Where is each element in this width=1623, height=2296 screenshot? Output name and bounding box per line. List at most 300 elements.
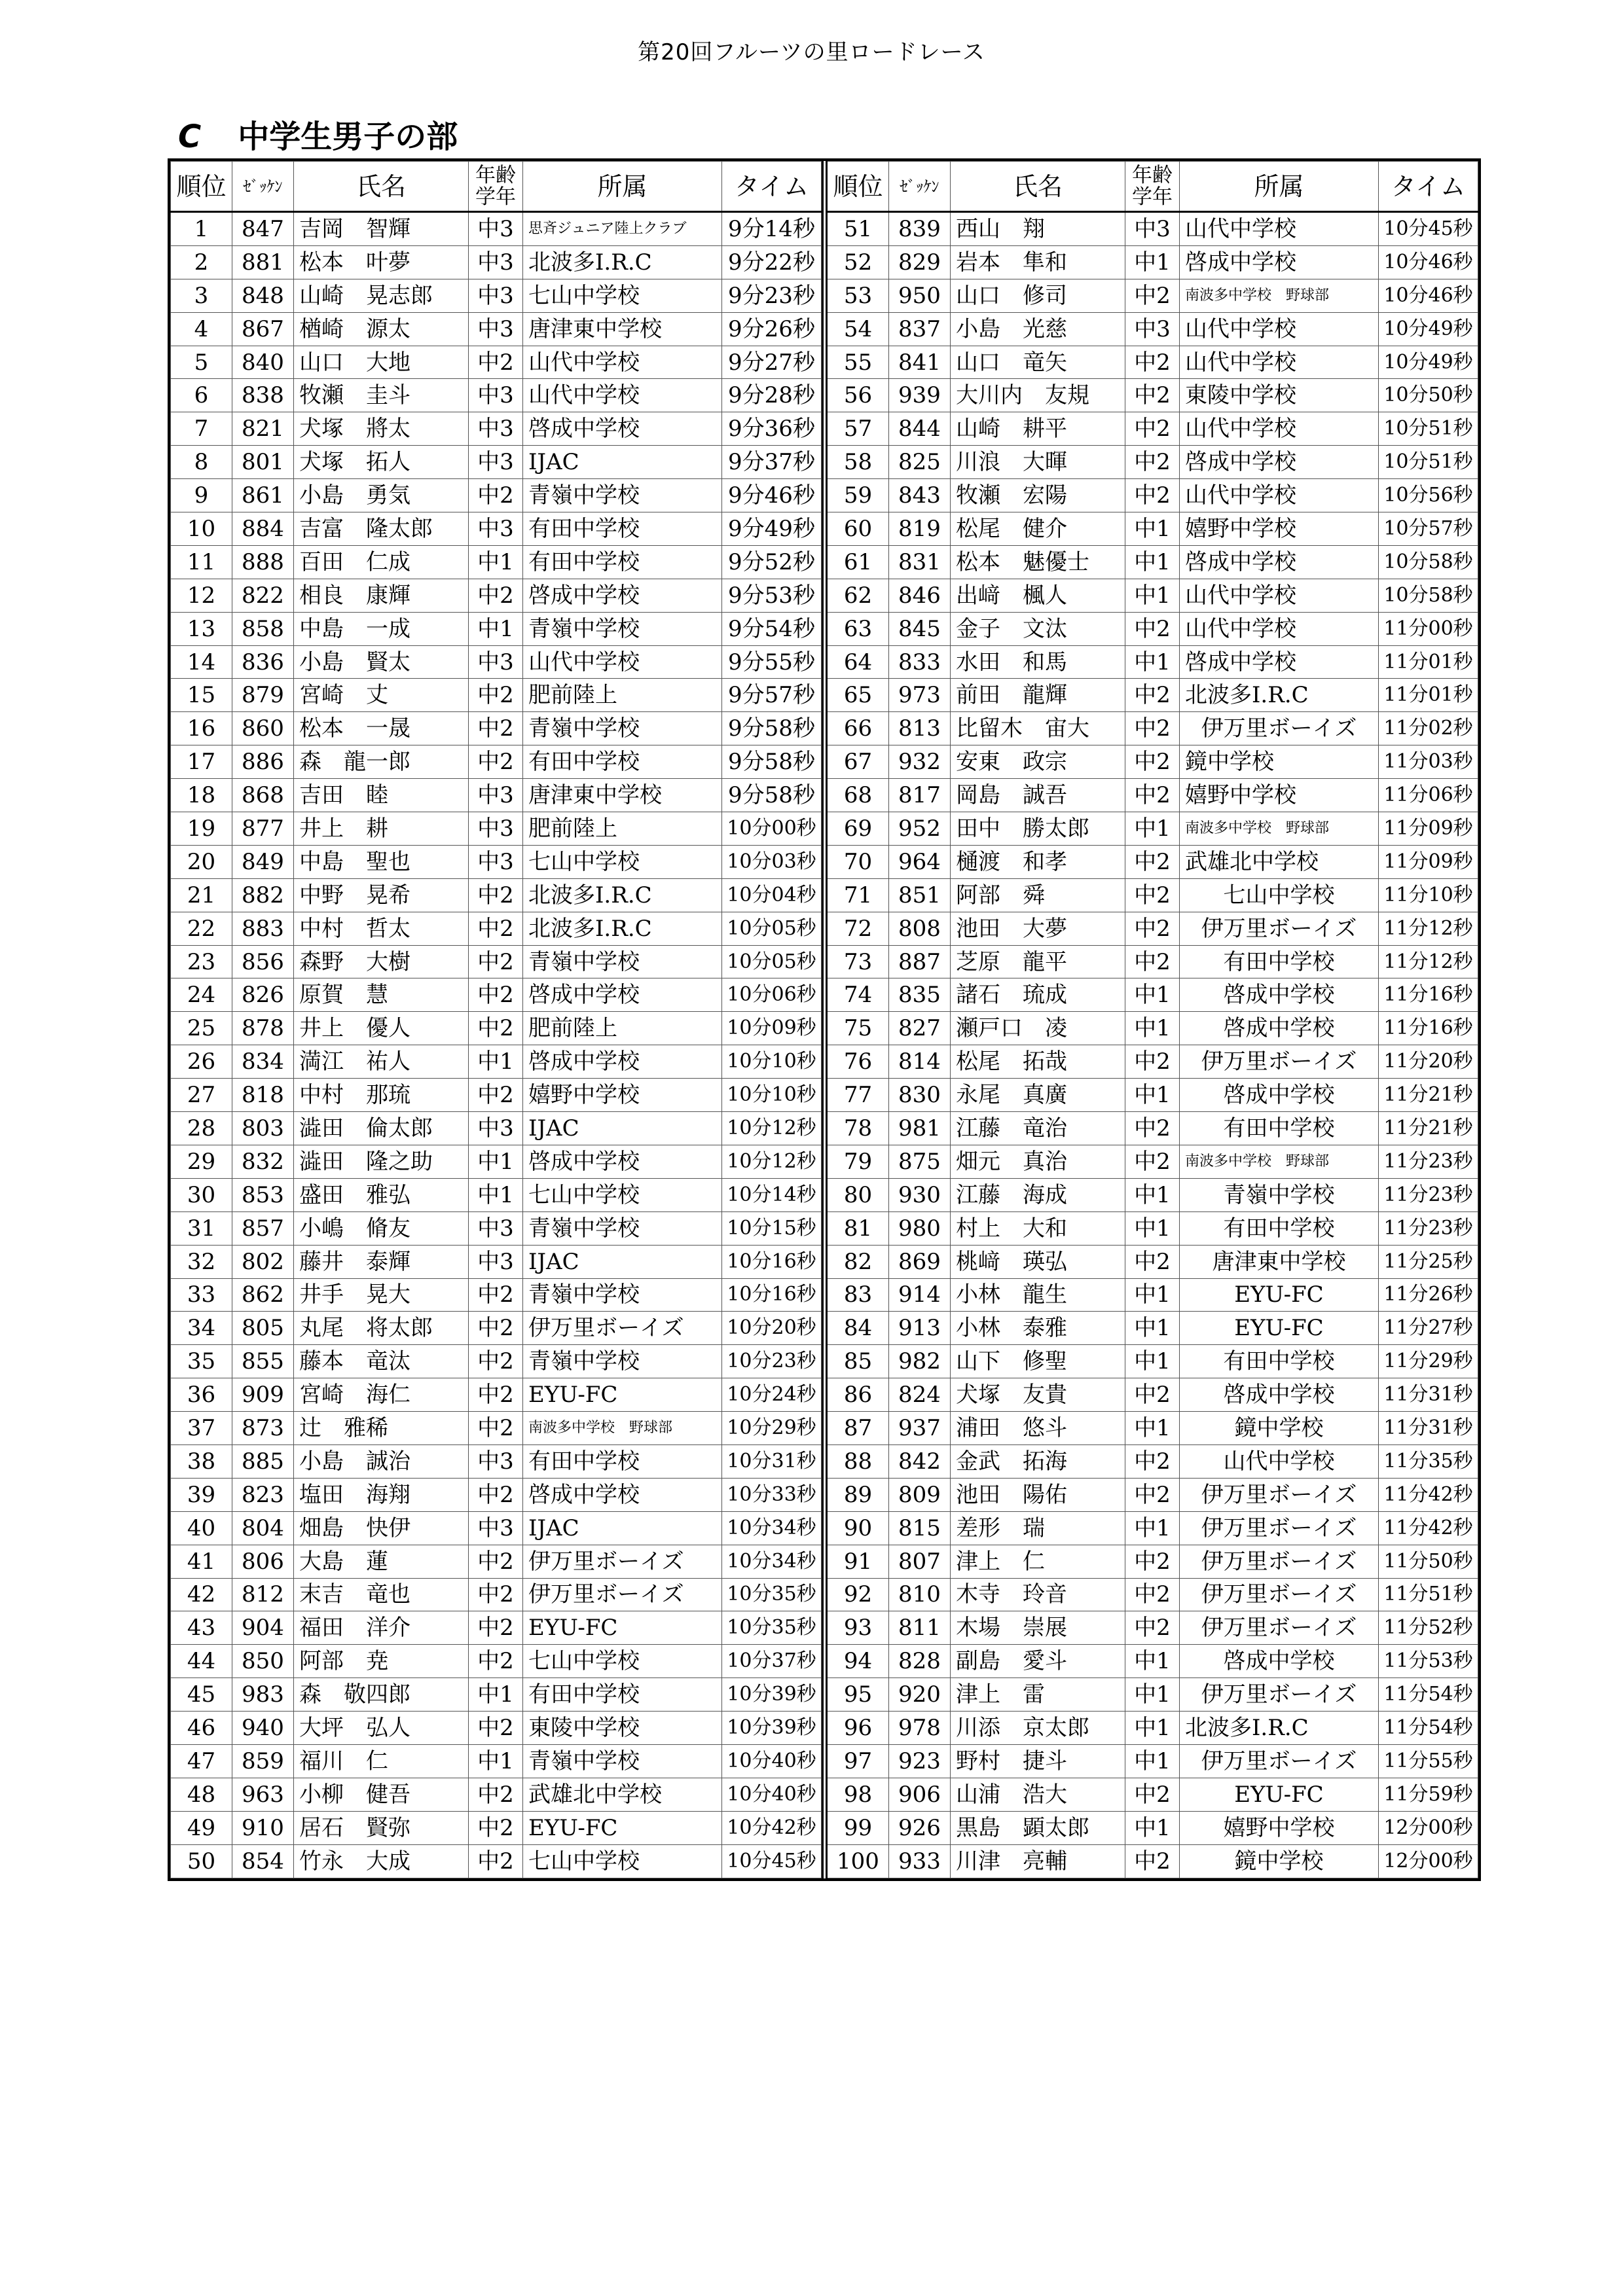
cell-grade: 中1 <box>1125 1345 1180 1378</box>
cell-time: 10分50秒 <box>1379 379 1478 412</box>
cell-time: 10分09秒 <box>722 1012 822 1045</box>
cell-affiliation: 北波多I.R.C <box>523 878 722 912</box>
cell-name: 中村 那琉 <box>294 1079 469 1112</box>
cell-bib: 821 <box>232 412 294 446</box>
header-time: タイム <box>1379 162 1478 212</box>
table-row <box>171 1645 822 1678</box>
cell-affiliation: IJAC <box>523 1245 722 1278</box>
cell-grade: 中3 <box>469 645 523 679</box>
cell-rank: 31 <box>171 1211 232 1245</box>
table-row <box>171 379 822 412</box>
cell-bib: 888 <box>232 545 294 579</box>
cell-grade: 中1 <box>1125 512 1180 546</box>
cell-grade: 中2 <box>1125 845 1180 878</box>
cell-grade: 中2 <box>1125 1478 1180 1511</box>
cell-affiliation: 有田中学校 <box>523 512 722 546</box>
cell-time: 11分06秒 <box>1379 779 1478 812</box>
cell-rank: 1 <box>171 212 232 246</box>
cell-affiliation: 南波多中学校 野球部 <box>1180 279 1379 312</box>
cell-time: 10分33秒 <box>722 1478 822 1511</box>
cell-bib: 981 <box>889 1112 951 1145</box>
cell-grade: 中2 <box>469 1012 523 1045</box>
cell-bib: 831 <box>889 545 951 579</box>
cell-name: 木寺 玲音 <box>951 1578 1125 1611</box>
cell-name: 松本 一晟 <box>294 712 469 745</box>
cell-rank: 81 <box>825 1211 889 1245</box>
cell-bib: 937 <box>889 1412 951 1445</box>
cell-grade: 中3 <box>469 446 523 479</box>
cell-affiliation: 東陵中学校 <box>1180 379 1379 412</box>
cell-rank: 97 <box>825 1744 889 1778</box>
table-row <box>171 679 822 712</box>
cell-name: 福川 仁 <box>294 1744 469 1778</box>
cell-bib: 862 <box>232 1278 294 1312</box>
cell-name: 山崎 晃志郎 <box>294 279 469 312</box>
cell-bib: 883 <box>232 912 294 945</box>
cell-grade: 中3 <box>469 779 523 812</box>
table-row <box>825 612 1478 645</box>
table-row <box>171 1511 822 1545</box>
cell-rank: 19 <box>171 812 232 846</box>
cell-affiliation: 山代中学校 <box>523 346 722 379</box>
cell-rank: 14 <box>171 645 232 679</box>
cell-affiliation: 青嶺中学校 <box>523 1744 722 1778</box>
cell-rank: 15 <box>171 679 232 712</box>
cell-affiliation: 南波多中学校 野球部 <box>1180 1145 1379 1178</box>
cell-time: 11分23秒 <box>1379 1145 1478 1178</box>
table-row <box>171 512 822 546</box>
cell-rank: 38 <box>171 1444 232 1478</box>
cell-affiliation: 山代中学校 <box>523 645 722 679</box>
cell-time: 11分29秒 <box>1379 1345 1478 1378</box>
table-row <box>171 1778 822 1811</box>
header-affiliation: 所属 <box>1180 162 1379 212</box>
cell-affiliation: 伊万里ボーイズ <box>523 1578 722 1611</box>
cell-name: 宮崎 丈 <box>294 679 469 712</box>
table-row <box>825 1645 1478 1678</box>
cell-time: 10分57秒 <box>1379 512 1478 546</box>
cell-grade: 中1 <box>1125 812 1180 846</box>
cell-time: 11分59秒 <box>1379 1778 1478 1811</box>
cell-time: 11分10秒 <box>1379 878 1478 912</box>
cell-grade: 中3 <box>469 279 523 312</box>
cell-affiliation: 北波多I.R.C <box>523 912 722 945</box>
cell-affiliation: 伊万里ボーイズ <box>523 1545 722 1578</box>
cell-affiliation: EYU-FC <box>523 1611 722 1645</box>
cell-affiliation: 有田中学校 <box>1180 1211 1379 1245</box>
cell-bib: 875 <box>889 1145 951 1178</box>
cell-affiliation: 山代中学校 <box>1180 212 1379 246</box>
cell-time: 11分23秒 <box>1379 1178 1478 1211</box>
rows-right <box>825 212 1478 1878</box>
table-row <box>171 1844 822 1878</box>
cell-time: 10分34秒 <box>722 1511 822 1545</box>
cell-name: 金武 拓海 <box>951 1444 1125 1478</box>
cell-bib: 868 <box>232 779 294 812</box>
cell-time: 10分10秒 <box>722 1079 822 1112</box>
cell-rank: 94 <box>825 1645 889 1678</box>
cell-affiliation: 伊万里ボーイズ <box>1180 712 1379 745</box>
cell-bib: 877 <box>232 812 294 846</box>
cell-time: 10分20秒 <box>722 1312 822 1345</box>
cell-name: 黒島 顕太郎 <box>951 1811 1125 1844</box>
results-table-left <box>170 161 822 1878</box>
cell-grade: 中2 <box>469 1278 523 1312</box>
cell-name: 樋渡 和孝 <box>951 845 1125 878</box>
cell-grade: 中1 <box>1125 1079 1180 1112</box>
cell-affiliation: 啓成中学校 <box>1180 1378 1379 1412</box>
cell-grade: 中1 <box>1125 1678 1180 1712</box>
cell-rank: 48 <box>171 1778 232 1811</box>
table-row <box>171 612 822 645</box>
cell-rank: 100 <box>825 1844 889 1878</box>
cell-grade: 中1 <box>1125 1811 1180 1844</box>
cell-name: 塩田 海翔 <box>294 1478 469 1511</box>
cell-grade: 中2 <box>1125 412 1180 446</box>
table-row <box>825 1578 1478 1611</box>
cell-affiliation: 南波多中学校 野球部 <box>523 1412 722 1445</box>
header-grade <box>469 162 523 212</box>
cell-bib: 817 <box>889 779 951 812</box>
table-row <box>171 1378 822 1412</box>
cell-affiliation: 啓成中学校 <box>523 1145 722 1178</box>
cell-name: 野村 捷斗 <box>951 1744 1125 1778</box>
cell-name: 村上 大和 <box>951 1211 1125 1245</box>
cell-time: 10分58秒 <box>1379 545 1478 579</box>
cell-name: 吉岡 智輝 <box>294 212 469 246</box>
cell-rank: 30 <box>171 1178 232 1211</box>
cell-rank: 2 <box>171 245 232 279</box>
cell-rank: 88 <box>825 1444 889 1478</box>
cell-grade: 中2 <box>469 1844 523 1878</box>
cell-bib: 849 <box>232 845 294 878</box>
cell-grade: 中1 <box>469 1744 523 1778</box>
cell-grade: 中2 <box>1125 912 1180 945</box>
cell-name: 岩本 隼和 <box>951 245 1125 279</box>
cell-time: 11分21秒 <box>1379 1112 1478 1145</box>
cell-grade: 中2 <box>469 945 523 978</box>
cell-name: 池田 陽佑 <box>951 1478 1125 1511</box>
cell-rank: 65 <box>825 679 889 712</box>
cell-bib: 913 <box>889 1312 951 1345</box>
cell-bib: 869 <box>889 1245 951 1278</box>
cell-bib: 801 <box>232 446 294 479</box>
cell-grade: 中2 <box>1125 679 1180 712</box>
cell-name: 牧瀬 宏陽 <box>951 479 1125 512</box>
table-row <box>825 978 1478 1012</box>
cell-bib: 813 <box>889 712 951 745</box>
cell-bib: 827 <box>889 1012 951 1045</box>
cell-bib: 832 <box>232 1145 294 1178</box>
cell-bib: 858 <box>232 612 294 645</box>
cell-name: 前田 龍輝 <box>951 679 1125 712</box>
cell-grade: 中2 <box>1125 479 1180 512</box>
cell-name: 中野 晃希 <box>294 878 469 912</box>
cell-bib: 909 <box>232 1378 294 1412</box>
cell-time: 10分51秒 <box>1379 412 1478 446</box>
cell-grade: 中3 <box>469 1211 523 1245</box>
cell-grade: 中1 <box>469 545 523 579</box>
cell-grade: 中2 <box>1125 346 1180 379</box>
cell-time: 11分42秒 <box>1379 1478 1478 1511</box>
cell-grade: 中2 <box>469 745 523 779</box>
cell-grade: 中2 <box>1125 1611 1180 1645</box>
table-row <box>825 245 1478 279</box>
cell-name: 犬塚 將太 <box>294 412 469 446</box>
cell-bib: 879 <box>232 679 294 712</box>
cell-name: 吉田 睦 <box>294 779 469 812</box>
cell-grade: 中3 <box>469 1245 523 1278</box>
cell-affiliation: 北波多I.R.C <box>1180 1712 1379 1745</box>
cell-affiliation: 青嶺中学校 <box>523 1345 722 1378</box>
cell-rank: 71 <box>825 878 889 912</box>
cell-grade: 中2 <box>469 1545 523 1578</box>
cell-time: 9分54秒 <box>722 612 822 645</box>
cell-time: 10分40秒 <box>722 1778 822 1811</box>
table-row <box>825 945 1478 978</box>
cell-rank: 26 <box>171 1045 232 1079</box>
cell-time: 9分49秒 <box>722 512 822 546</box>
cell-name: 岡島 誠吾 <box>951 779 1125 812</box>
cell-name: 阿部 舜 <box>951 878 1125 912</box>
cell-affiliation: 青嶺中学校 <box>523 945 722 978</box>
cell-name: 中村 哲太 <box>294 912 469 945</box>
cell-bib: 808 <box>889 912 951 945</box>
cell-time: 9分14秒 <box>722 212 822 246</box>
cell-time: 10分23秒 <box>722 1345 822 1378</box>
cell-time: 11分42秒 <box>1379 1511 1478 1545</box>
cell-bib: 833 <box>889 645 951 679</box>
cell-time: 11分01秒 <box>1379 645 1478 679</box>
table-row <box>825 1012 1478 1045</box>
cell-bib: 855 <box>232 1345 294 1378</box>
header-name: 氏名 <box>951 162 1125 212</box>
cell-rank: 87 <box>825 1412 889 1445</box>
table-row <box>171 978 822 1012</box>
cell-name: 畑元 真治 <box>951 1145 1125 1178</box>
table-row <box>171 1744 822 1778</box>
cell-rank: 37 <box>171 1412 232 1445</box>
cell-rank: 36 <box>171 1378 232 1412</box>
cell-rank: 74 <box>825 978 889 1012</box>
table-row <box>171 279 822 312</box>
table-row <box>825 446 1478 479</box>
cell-grade: 中2 <box>469 679 523 712</box>
cell-bib: 867 <box>232 312 294 346</box>
table-row <box>825 479 1478 512</box>
cell-rank: 52 <box>825 245 889 279</box>
cell-time: 12分00秒 <box>1379 1844 1478 1878</box>
cell-time: 10分00秒 <box>722 812 822 846</box>
table-row <box>171 479 822 512</box>
cell-bib: 923 <box>889 1744 951 1778</box>
cell-affiliation: 啓成中学校 <box>1180 978 1379 1012</box>
cell-grade: 中2 <box>1125 1578 1180 1611</box>
cell-time: 10分45秒 <box>722 1844 822 1878</box>
cell-affiliation: 啓成中学校 <box>1180 545 1379 579</box>
cell-grade: 中2 <box>469 1778 523 1811</box>
cell-affiliation: IJAC <box>523 446 722 479</box>
table-row <box>825 1378 1478 1412</box>
cell-time: 10分35秒 <box>722 1578 822 1611</box>
cell-grade: 中2 <box>1125 1844 1180 1878</box>
cell-bib: 834 <box>232 1045 294 1079</box>
cell-grade: 中2 <box>1125 878 1180 912</box>
cell-bib: 860 <box>232 712 294 745</box>
cell-name: 津上 仁 <box>951 1545 1125 1578</box>
cell-name: 松尾 拓哉 <box>951 1045 1125 1079</box>
cell-name: 犬塚 友貴 <box>951 1378 1125 1412</box>
cell-bib: 933 <box>889 1844 951 1878</box>
cell-grade: 中3 <box>469 845 523 878</box>
cell-rank: 4 <box>171 312 232 346</box>
cell-time: 10分49秒 <box>1379 346 1478 379</box>
cell-rank: 20 <box>171 845 232 878</box>
cell-affiliation: 啓成中学校 <box>1180 446 1379 479</box>
cell-affiliation: 肥前陸上 <box>523 812 722 846</box>
cell-affiliation: 伊万里ボーイズ <box>1180 912 1379 945</box>
table-row <box>825 1178 1478 1211</box>
cell-bib: 920 <box>889 1678 951 1712</box>
cell-rank: 76 <box>825 1045 889 1079</box>
table-row <box>825 512 1478 546</box>
cell-rank: 6 <box>171 379 232 412</box>
header-row <box>825 162 1478 212</box>
cell-grade: 中2 <box>1125 1112 1180 1145</box>
cell-affiliation: 伊万里ボーイズ <box>1180 1511 1379 1545</box>
cell-affiliation: 北波多I.R.C <box>523 245 722 279</box>
cell-rank: 47 <box>171 1744 232 1778</box>
cell-bib: 952 <box>889 812 951 846</box>
cell-rank: 80 <box>825 1178 889 1211</box>
cell-bib: 978 <box>889 1712 951 1745</box>
cell-time: 10分42秒 <box>722 1811 822 1844</box>
cell-time: 10分56秒 <box>1379 479 1478 512</box>
header-grade-line2: 学年 <box>475 185 516 209</box>
cell-grade: 中2 <box>469 712 523 745</box>
cell-grade: 中2 <box>469 1611 523 1645</box>
cell-name: 永尾 真廣 <box>951 1079 1125 1112</box>
cell-rank: 7 <box>171 412 232 446</box>
cell-name: 井手 晃大 <box>294 1278 469 1312</box>
cell-bib: 829 <box>889 245 951 279</box>
header-grade-line1: 年齢 <box>475 163 516 187</box>
cell-affiliation: 有田中学校 <box>523 745 722 779</box>
cell-name: 澁田 倫太郎 <box>294 1112 469 1145</box>
table-row <box>171 1245 822 1278</box>
cell-rank: 41 <box>171 1545 232 1578</box>
cell-affiliation: 武雄北中学校 <box>1180 845 1379 878</box>
cell-name: 山浦 浩大 <box>951 1778 1125 1811</box>
cell-affiliation: 有田中学校 <box>1180 1112 1379 1145</box>
table-row <box>825 579 1478 612</box>
cell-time: 11分02秒 <box>1379 712 1478 745</box>
cell-bib: 812 <box>232 1578 294 1611</box>
table-row <box>825 912 1478 945</box>
cell-time: 11分27秒 <box>1379 1312 1478 1345</box>
cell-bib: 803 <box>232 1112 294 1145</box>
cell-time: 11分01秒 <box>1379 679 1478 712</box>
cell-grade: 中3 <box>469 512 523 546</box>
cell-bib: 847 <box>232 212 294 246</box>
table-row <box>825 1045 1478 1079</box>
cell-name: 小柳 健吾 <box>294 1778 469 1811</box>
cell-bib: 845 <box>889 612 951 645</box>
cell-rank: 75 <box>825 1012 889 1045</box>
cell-grade: 中2 <box>1125 745 1180 779</box>
cell-name: 差形 瑞 <box>951 1511 1125 1545</box>
cell-grade: 中1 <box>1125 1645 1180 1678</box>
cell-rank: 83 <box>825 1278 889 1312</box>
cell-grade: 中2 <box>1125 446 1180 479</box>
cell-time: 11分50秒 <box>1379 1545 1478 1578</box>
cell-affiliation: 有田中学校 <box>523 545 722 579</box>
cell-rank: 91 <box>825 1545 889 1578</box>
cell-affiliation: 啓成中学校 <box>523 412 722 446</box>
cell-time: 11分35秒 <box>1379 1444 1478 1478</box>
cell-name: 相良 康輝 <box>294 579 469 612</box>
cell-affiliation: 南波多中学校 野球部 <box>1180 812 1379 846</box>
cell-bib: 802 <box>232 1245 294 1278</box>
cell-affiliation: 肥前陸上 <box>523 679 722 712</box>
cell-time: 10分24秒 <box>722 1378 822 1412</box>
table-row <box>825 878 1478 912</box>
cell-grade: 中1 <box>1125 1744 1180 1778</box>
cell-rank: 9 <box>171 479 232 512</box>
cell-grade: 中1 <box>1125 1511 1180 1545</box>
cell-grade: 中2 <box>1125 1045 1180 1079</box>
table-row <box>171 1578 822 1611</box>
cell-bib: 963 <box>232 1778 294 1811</box>
cell-name: 松本 叶夢 <box>294 245 469 279</box>
cell-rank: 10 <box>171 512 232 546</box>
cell-name: 西山 翔 <box>951 212 1125 246</box>
cell-grade: 中1 <box>1125 1178 1180 1211</box>
cell-name: 森野 大樹 <box>294 945 469 978</box>
cell-affiliation: 啓成中学校 <box>523 978 722 1012</box>
cell-time: 11分21秒 <box>1379 1079 1478 1112</box>
cell-rank: 33 <box>171 1278 232 1312</box>
cell-rank: 98 <box>825 1778 889 1811</box>
cell-time: 11分52秒 <box>1379 1611 1478 1645</box>
table-row <box>171 945 822 978</box>
cell-time: 11分31秒 <box>1379 1378 1478 1412</box>
cell-bib: 837 <box>889 312 951 346</box>
cell-affiliation: 青嶺中学校 <box>523 1211 722 1245</box>
cell-affiliation: IJAC <box>523 1112 722 1145</box>
cell-rank: 93 <box>825 1611 889 1645</box>
cell-time: 9分52秒 <box>722 545 822 579</box>
cell-grade: 中2 <box>469 1811 523 1844</box>
cell-time: 11分25秒 <box>1379 1245 1478 1278</box>
cell-time: 10分35秒 <box>722 1611 822 1645</box>
table-row <box>825 1211 1478 1245</box>
cell-time: 11分23秒 <box>1379 1211 1478 1245</box>
cell-grade: 中1 <box>469 1178 523 1211</box>
cell-affiliation: 山代中学校 <box>1180 1444 1379 1478</box>
cell-grade: 中3 <box>469 379 523 412</box>
cell-grade: 中1 <box>1125 1412 1180 1445</box>
cell-rank: 32 <box>171 1245 232 1278</box>
cell-affiliation: IJAC <box>523 1511 722 1545</box>
table-row <box>825 645 1478 679</box>
results-table <box>168 158 1481 1881</box>
cell-affiliation: 啓成中学校 <box>1180 1645 1379 1678</box>
table-row <box>171 912 822 945</box>
table-row <box>825 1744 1478 1778</box>
cell-rank: 89 <box>825 1478 889 1511</box>
table-row <box>825 1844 1478 1878</box>
